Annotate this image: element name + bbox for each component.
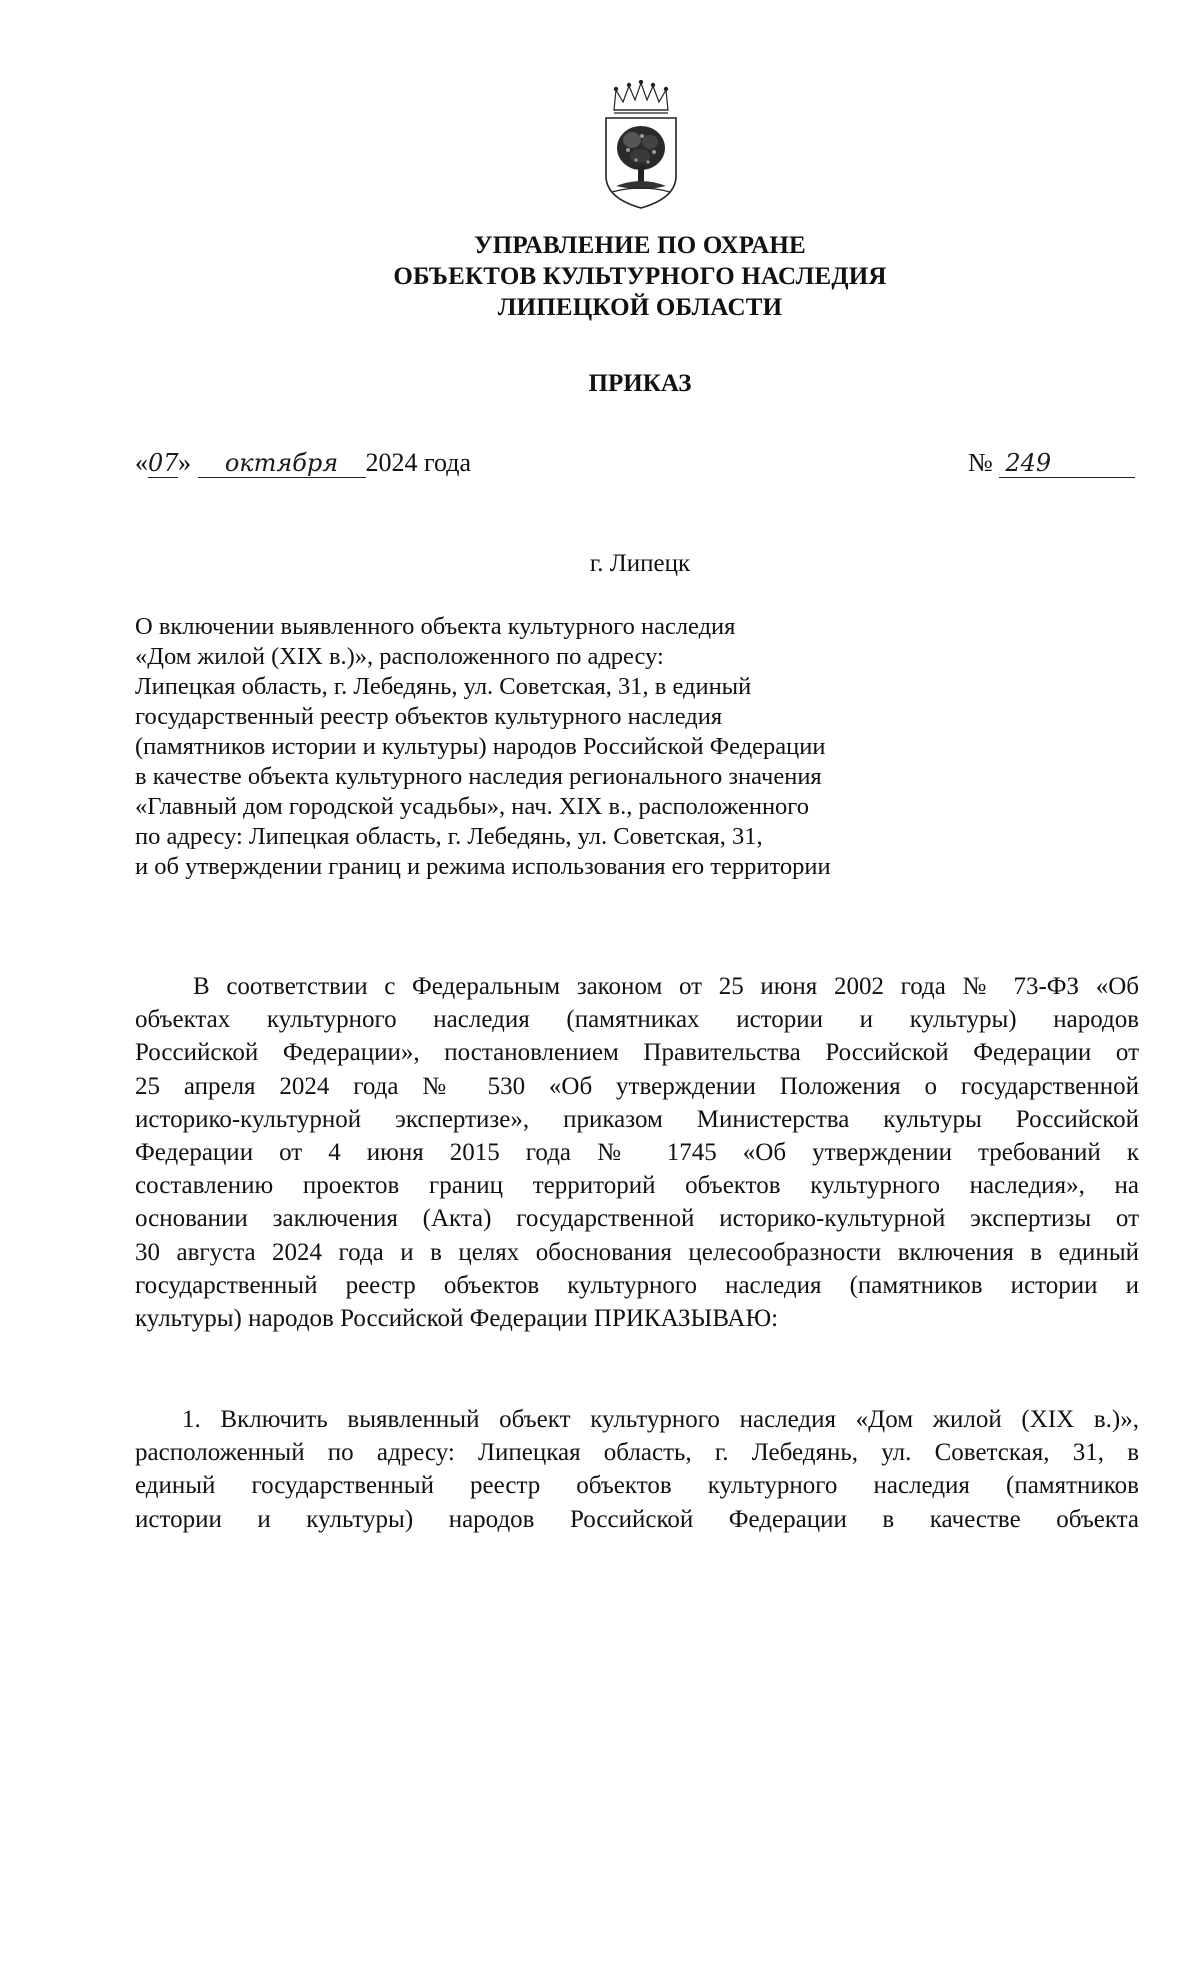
order-number (968, 448, 1135, 478)
order-item-1 (135, 1403, 1139, 1536)
subject-line: О включении выявленного объекта культурного наследия (135, 613, 736, 640)
order-subject (135, 612, 831, 882)
subject-line: «Главный дом городской усадьбы», нач. XIX в., расположенного (135, 793, 809, 820)
date-day-handwritten: 07 (148, 449, 179, 477)
paragraph-line: государственный реестр объектов культурного наследия (памятников истории и (135, 1271, 1139, 1299)
order-date (135, 448, 471, 478)
paragraph-line: культуры) народов Российской Федерации ПРИКАЗЫВАЮ: (135, 1304, 779, 1332)
org-title-line-1: УПРАВЛЕНИЕ ПО ОХРАНЕ (474, 232, 806, 259)
org-title-line-3: ЛИПЕЦКОЙ ОБЛАСТИ (497, 294, 783, 321)
subject-line: государственный реестр объектов культурного наследия (135, 703, 723, 730)
subject-line: и об утверждении границ и режима использования его территории (135, 853, 831, 880)
document-type-heading: ПРИКАЗ (588, 370, 692, 397)
date-year: 2024 года (365, 448, 472, 477)
paragraph-line: объектах культурного наследия (памятниках истории и культуры) народов (135, 1006, 1139, 1034)
subject-line: «Дом жилой (XIX в.)», расположенного по адресу: (135, 643, 664, 670)
paragraph-line: расположенный по адресу: Липецкая область, г. Лебедянь, ул. Советская, 31, в (135, 1439, 1139, 1467)
number-label: № (968, 448, 993, 477)
subject-line: (памятников истории и культуры) народов Российской Федерации (135, 733, 826, 760)
paragraph-line: 25 апреля 2024 года № 530 «Об утверждении Положения о государственной (135, 1072, 1139, 1100)
paragraph-line: единый государственный реестр объектов культурного наследия (памятников (135, 1472, 1139, 1500)
paragraph-line: В соответствии с Федеральным законом от 25 июня 2002 года № 73-ФЗ «Об (193, 973, 1139, 1000)
organization-title (300, 230, 980, 323)
date-close-quote: » (178, 448, 191, 477)
date-month-handwritten: октября (198, 449, 366, 478)
paragraph-line: историко-культурной экспертизе», приказом Министерства культуры Российской (135, 1105, 1139, 1133)
date-open-quote: « (135, 448, 148, 477)
subject-line: Липецкая область, г. Лебедянь, ул. Советская, 31, в единый (135, 673, 752, 700)
preamble-paragraph (135, 970, 1139, 1335)
paragraph-line: истории и культуры) народов Российской Федерации в качестве объекта (135, 1505, 1139, 1533)
coat-of-arms-emblem (596, 80, 686, 212)
crown-icon (614, 80, 668, 113)
paragraph-line: 30 августа 2024 года и в целях обоснования целесообразности включения в единый (135, 1238, 1139, 1266)
paragraph-line: 1. Включить выявленный объект культурного наследия «Дом жилой (XIX в.)», (182, 1406, 1139, 1433)
subject-line: в качестве объекта культурного наследия регионального значения (135, 763, 822, 790)
paragraph-line: основании заключения (Акта) государственной историко-культурной экспертизы от (135, 1205, 1139, 1233)
paragraph-line: Федерации от 4 июня 2015 года № 1745 «Об утверждении требований к (135, 1138, 1139, 1166)
city-name: г. Липецк (589, 550, 691, 577)
subject-line: по адресу: Липецкая область, г. Лебедянь, ул. Советская, 31, (135, 823, 763, 850)
paragraph-line: составлению проектов границ территорий объектов культурного наследия», на (135, 1172, 1139, 1200)
number-value-handwritten: 249 (999, 449, 1135, 478)
paragraph-line: Российской Федерации», постановлением Правительства Российской Федерации от (135, 1039, 1139, 1067)
org-title-line-2: ОБЪЕКТОВ КУЛЬТУРНОГО НАСЛЕДИЯ (393, 263, 887, 290)
